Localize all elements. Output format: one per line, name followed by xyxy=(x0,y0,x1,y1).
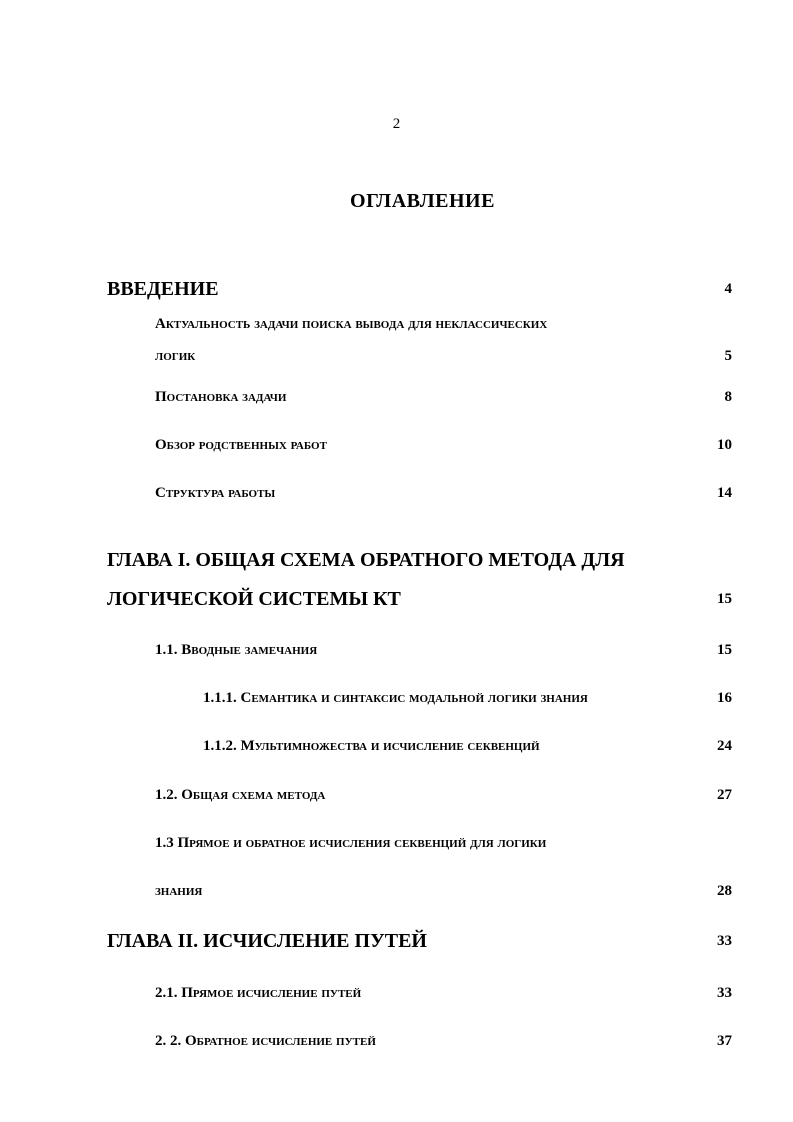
toc-page-problem: 8 xyxy=(724,389,732,405)
toc-page-review: 10 xyxy=(717,437,732,453)
toc-entry-relevance-cont: логик xyxy=(155,348,196,364)
toc-entry-chapter-1: ГЛАВА I. ОБЩАЯ СХЕМА ОБРАТНОГО МЕТОДА ДЛЯ xyxy=(107,549,625,571)
toc-page-2-2: 37 xyxy=(717,1033,732,1049)
toc-entry-intro: ВВЕДЕНИЕ xyxy=(107,278,219,300)
toc-page-2-1: 33 xyxy=(717,985,732,1001)
toc-entry-1-1-1: 1.1.1. Семантика и синтаксис модальной логики знания xyxy=(203,690,588,706)
page-title: ОГЛАВЛЕНИЕ xyxy=(350,190,495,212)
toc-entry-chapter-1-cont: ЛОГИЧЕСКОЙ СИСТЕМЫ КТ xyxy=(107,588,401,610)
toc-entry-2-1: 2.1. Прямое исчисление путей xyxy=(155,985,362,1001)
toc-page-1-3: 28 xyxy=(717,883,732,899)
toc-entry-2-2: 2. 2. Обратное исчисление путей xyxy=(155,1033,376,1049)
toc-page-chapter-2: 33 xyxy=(717,933,732,949)
toc-entry-1-1: 1.1. Вводные замечания xyxy=(155,642,318,658)
toc-entry-1-3: 1.3 Прямое и обратное исчисления секвенций для логики xyxy=(155,835,547,851)
toc-entry-chapter-2: ГЛАВА II. ИСЧИСЛЕНИЕ ПУТЕЙ xyxy=(107,930,427,952)
toc-page-1-1-1: 16 xyxy=(717,690,732,706)
toc-entry-problem: Постановка задачи xyxy=(155,389,287,405)
toc-entry-structure: Структура работы xyxy=(155,485,276,501)
toc-page-1-1-2: 24 xyxy=(717,738,732,754)
toc-page-chapter-1: 15 xyxy=(717,591,732,607)
toc-entry-1-3-cont: знания xyxy=(155,883,203,899)
toc-entry-1-1-2: 1.1.2. Мультимножества и исчисление секвенций xyxy=(203,738,540,754)
page-number: 2 xyxy=(392,116,401,132)
toc-page-1-1: 15 xyxy=(717,642,732,658)
toc-page-structure: 14 xyxy=(717,485,732,501)
toc-entry-1-2: 1.2. Общая схема метода xyxy=(155,787,326,803)
toc-entry-relevance: Актуальность задачи поиска вывода для неклассических xyxy=(155,316,548,332)
toc-entry-review: Обзор родственных работ xyxy=(155,437,327,453)
toc-page-intro: 4 xyxy=(724,281,732,297)
toc-page-relevance: 5 xyxy=(724,348,732,364)
toc-page-1-2: 27 xyxy=(717,787,732,803)
